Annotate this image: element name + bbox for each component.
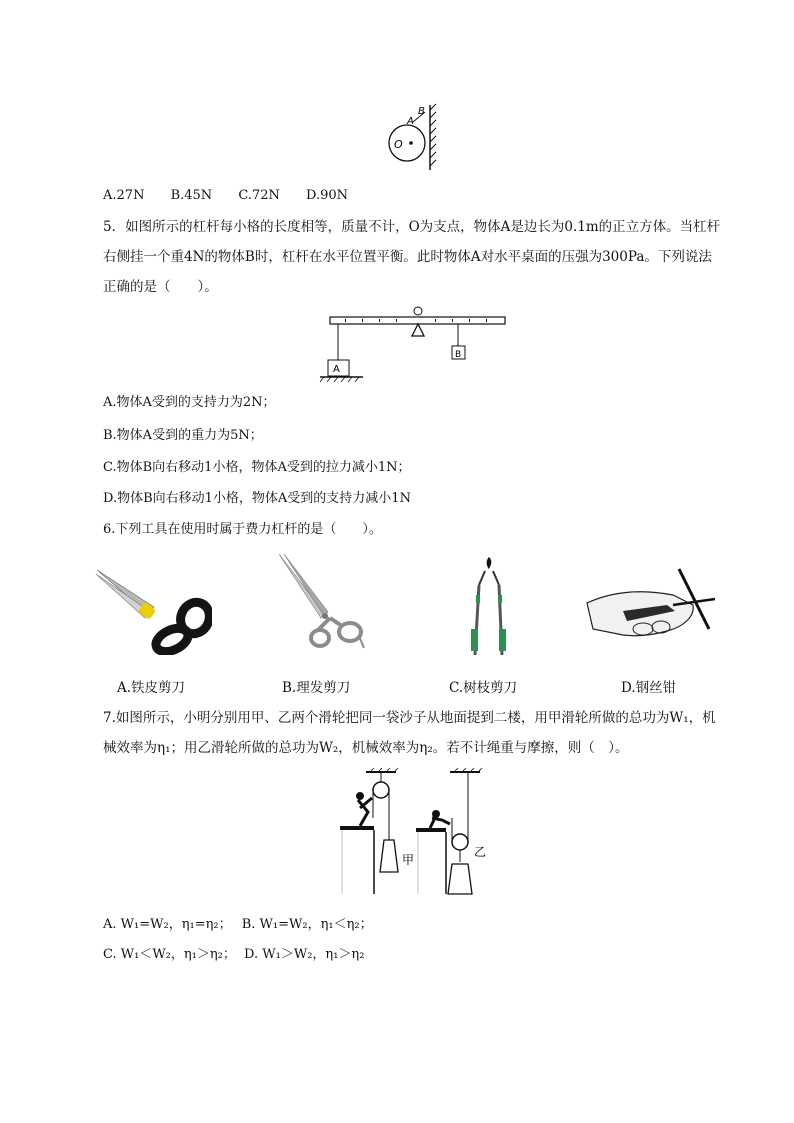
q4-options	[103, 187, 370, 205]
q5-option-a: A.物体A受到的支持力为2N；	[103, 395, 276, 410]
wire-pliers-image	[583, 565, 723, 645]
q4-option-b: B.45N	[170, 188, 213, 203]
q5-stem: 5．如图所示的杠杆每小格的长度相等，质量不计，O为支点，物体A是边长为0.1m的正立方体。当杠杆右侧挂一个重4N的物体B时，杠杆在水平位置平衡。此时物体A对水平桌面的压强为300Pa。下列说法正确的是（ ）。	[103, 219, 721, 295]
q5-option-d: D.物体B向右移动1小格，物体A受到的支持力减小1N	[103, 491, 411, 506]
label-yi: 乙	[474, 845, 487, 859]
q7-options-row1	[103, 916, 373, 934]
tin-snips-image	[92, 560, 212, 655]
label-block-b: B	[455, 350, 462, 360]
hair-scissors-image	[270, 552, 380, 657]
label-jia: 甲	[402, 853, 415, 867]
label-o: O	[394, 138, 403, 151]
lever-figure	[318, 306, 513, 384]
circle-wall-figure	[380, 100, 440, 175]
pulley-figure	[334, 768, 494, 898]
q6-stem: 6.下列工具在使用时属于费力杠杆的是（ ）。	[103, 522, 382, 537]
q6-caption-a: A.铁皮剪刀	[117, 680, 186, 696]
q4-option-d: D.90N	[306, 188, 349, 203]
branch-shears-image	[465, 555, 515, 665]
label-a: A	[407, 116, 414, 127]
q7-stem: 7.如图所示，小明分别用甲、乙两个滑轮把同一袋沙子从地面提到二楼，用甲滑轮所做的总功为W₁，机械效率为η₁；用乙滑轮所做的总功为W₂，机械效率为η₂。若不计绳重与摩擦，则（ ）。	[103, 710, 716, 756]
q7-option-d: D. W₁＞W₂，η₁＞η₂	[244, 947, 365, 962]
q6-caption-c: C.树枝剪刀	[449, 680, 518, 696]
q5-option-b: B.物体A受到的重力为5N；	[103, 428, 263, 443]
q4-option-a: A.27N	[103, 188, 145, 203]
q4-option-c: C.72N	[238, 188, 280, 203]
label-block-a: A	[333, 364, 340, 375]
label-b: B	[418, 106, 425, 117]
q7-option-a: A. W₁=W₂，η₁=η₂；	[103, 917, 232, 932]
q7-option-b: B. W₁=W₂，η₁＜η₂；	[241, 917, 373, 932]
q5-option-c: C.物体B向右移动1小格，物体A受到的拉力减小1N；	[103, 460, 411, 475]
q7-options-row2	[103, 946, 364, 964]
q6-caption-b: B.理发剪刀	[282, 680, 351, 696]
q6-caption-d: D.钢丝钳	[621, 680, 677, 696]
q7-option-c: C. W₁＜W₂，η₁＞η₂；	[103, 947, 236, 962]
